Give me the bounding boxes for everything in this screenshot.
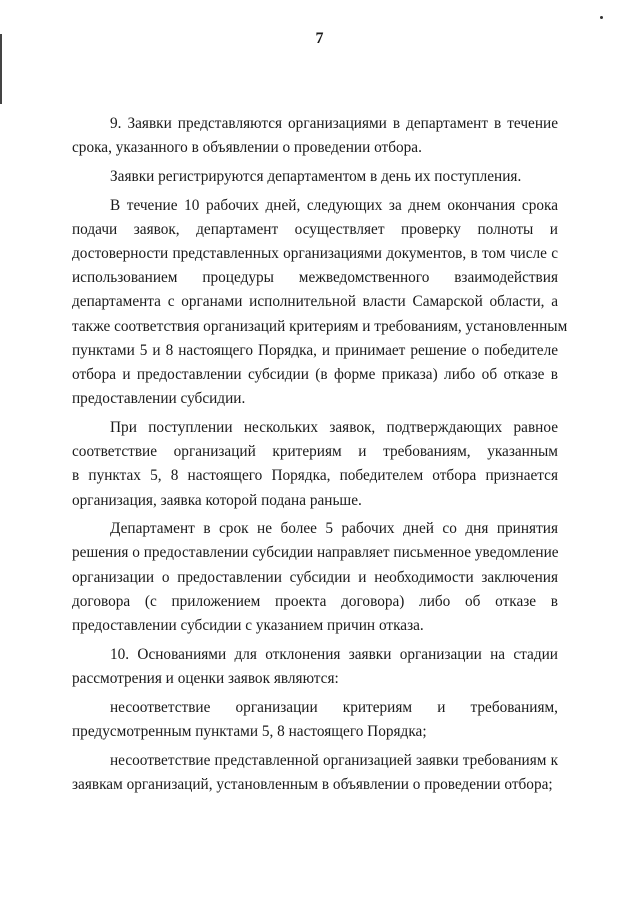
scan-dot-mark xyxy=(600,16,603,19)
paragraph-line: договора (с приложением проекта договора) либо об отказе в xyxy=(72,592,558,610)
paragraph-line: несоответствие представленной организацией заявки требованиям к xyxy=(110,751,558,769)
paragraph-review-period xyxy=(72,194,568,412)
paragraph-item-10-rejection-grounds xyxy=(72,643,558,691)
paragraph-line: 9. Заявки представляются организациями в департамент в течение xyxy=(110,115,558,132)
paragraph-line: срока, указанного в объявлении о проведении отбора. xyxy=(72,139,422,157)
page-number: 7 xyxy=(315,30,324,47)
paragraph-line: организации о предоставлении субсидии и необходимости заключения xyxy=(72,568,558,586)
paragraph-line: использованием процедуры межведомственного взаимодействия xyxy=(72,269,558,287)
paragraph-notification xyxy=(72,517,558,638)
paragraph-line: Заявки регистрируются департаментом в день их поступления. xyxy=(110,167,522,185)
paragraph-line: предоставлении субсидии с указанием причин отказа. xyxy=(72,617,424,635)
paragraph-line: рассмотрения и оценки заявок являются: xyxy=(72,669,339,687)
paragraph-application-mismatch xyxy=(72,749,558,797)
paragraph-line: пунктами 5 и 8 настоящего Порядка, и принимает решение о победителе xyxy=(72,341,558,359)
paragraph-line: заявкам организаций, установленным в объявлении о проведении отбора; xyxy=(72,775,553,793)
paragraph-item-9-submission xyxy=(72,112,558,160)
paragraph-line: Департамент в срок не более 5 рабочих дней со дня принятия xyxy=(110,520,558,538)
paragraph-line: При поступлении нескольких заявок, подтверждающих равное xyxy=(110,418,558,436)
paragraph-line: предоставлении субсидии. xyxy=(72,390,246,408)
paragraph-criteria-mismatch xyxy=(72,696,558,744)
paragraph-multiple-applications xyxy=(72,416,558,513)
paragraph-line: несоответствие организации критериям и требованиям, xyxy=(110,698,558,716)
paragraph-registration xyxy=(72,165,558,189)
paragraph-line: организация, заявка которой подана раньше. xyxy=(72,491,362,509)
paragraph-line: отбора и предоставлении субсидии (в форме приказа) либо об отказе в xyxy=(72,366,558,384)
document-body xyxy=(72,112,568,797)
paragraph-line: подачи заявок, департамент осуществляет проверку полноты и xyxy=(72,220,558,238)
paragraph-line: 10. Основаниями для отклонения заявки организации на стадии xyxy=(110,645,558,663)
paragraph-line: также соответствия организаций критериям и требованиям, установленным xyxy=(72,317,568,335)
paragraph-line: В течение 10 рабочих дней, следующих за днем окончания срока xyxy=(110,196,558,214)
paragraph-line: решения о предоставлении субсидии направляет письменное уведомление xyxy=(72,544,559,562)
paragraph-line: достоверности представленных организациями документов, в том числе с xyxy=(72,245,558,263)
paragraph-line: в пунктах 5, 8 настоящего Порядка, победителем отбора признается xyxy=(72,467,558,485)
paragraph-line: предусмотренным пунктами 5, 8 настоящего Порядка; xyxy=(72,722,427,740)
paragraph-line: соответствие организаций критериям и требованиям, указанным xyxy=(72,443,558,461)
paragraph-line: департамента с органами исполнительной власти Самарской области, а xyxy=(72,293,558,311)
